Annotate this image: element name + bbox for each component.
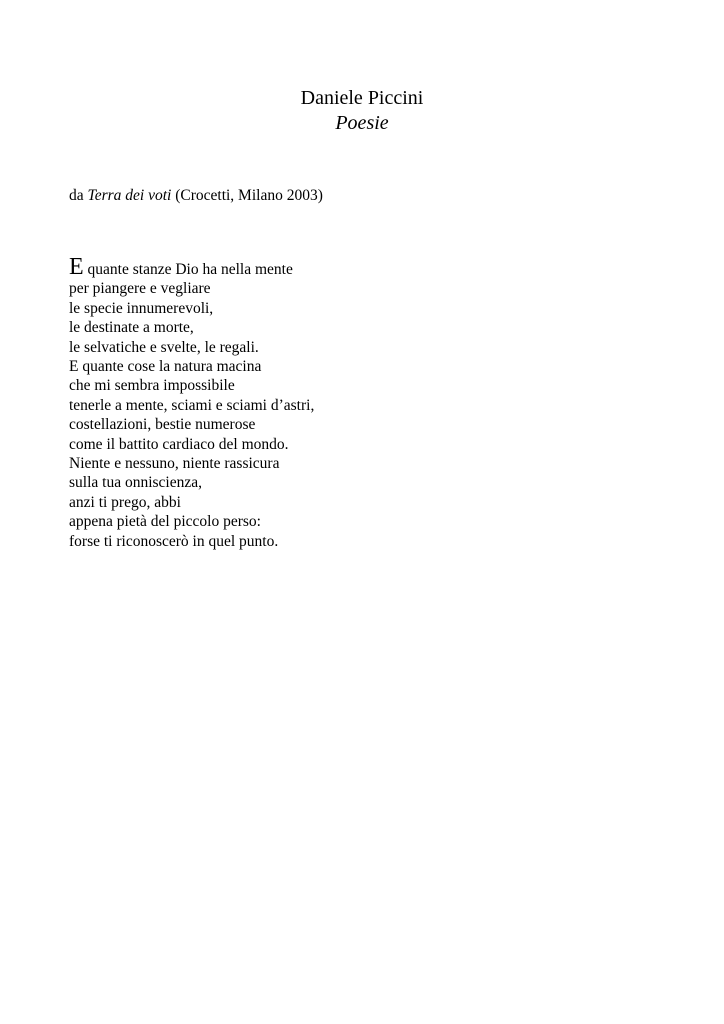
- poem-line: come il battito cardiaco del mondo.: [69, 435, 289, 453]
- poem-body: [69, 254, 315, 551]
- poem-line: che mi sembra impossibile: [69, 377, 235, 395]
- poem-line: sulla tua onniscienza,: [69, 474, 202, 492]
- poem-first-line-text: quante stanze Dio ha nella mente: [83, 261, 293, 278]
- poem-line: Niente e nessuno, niente rassicura: [69, 455, 280, 473]
- poem-line: forse ti riconoscerò in quel punto.: [69, 532, 279, 550]
- poem-line: E quante cose la natura macina: [69, 358, 262, 376]
- poem-line: le selvatiche e svelte, le regali.: [69, 338, 259, 356]
- collection-title: Poesie: [335, 112, 389, 134]
- poem-line: [69, 254, 314, 280]
- poem-line: anzi ti prego, abbi: [69, 493, 181, 511]
- source-citation: [69, 186, 323, 206]
- document-header: [0, 86, 724, 136]
- poem-line: le specie innumerevoli,: [69, 299, 214, 317]
- poem-line: tenerle a mente, sciami e sciami d’astri,: [69, 396, 315, 414]
- publication-info: (Crocetti, Milano 2003): [171, 187, 323, 204]
- poem-line: appena pietà del piccolo perso:: [69, 513, 261, 531]
- poem-line: costellazioni, bestie numerose: [69, 416, 256, 434]
- poem-initial-letter: E: [69, 254, 84, 280]
- poem-line: le destinate a morte,: [69, 319, 194, 337]
- source-prefix: da: [69, 187, 88, 204]
- poem-line: per piangere e vegliare: [69, 280, 211, 298]
- author-name: Daniele Piccini: [300, 87, 424, 109]
- book-title: Terra dei voti: [87, 187, 172, 204]
